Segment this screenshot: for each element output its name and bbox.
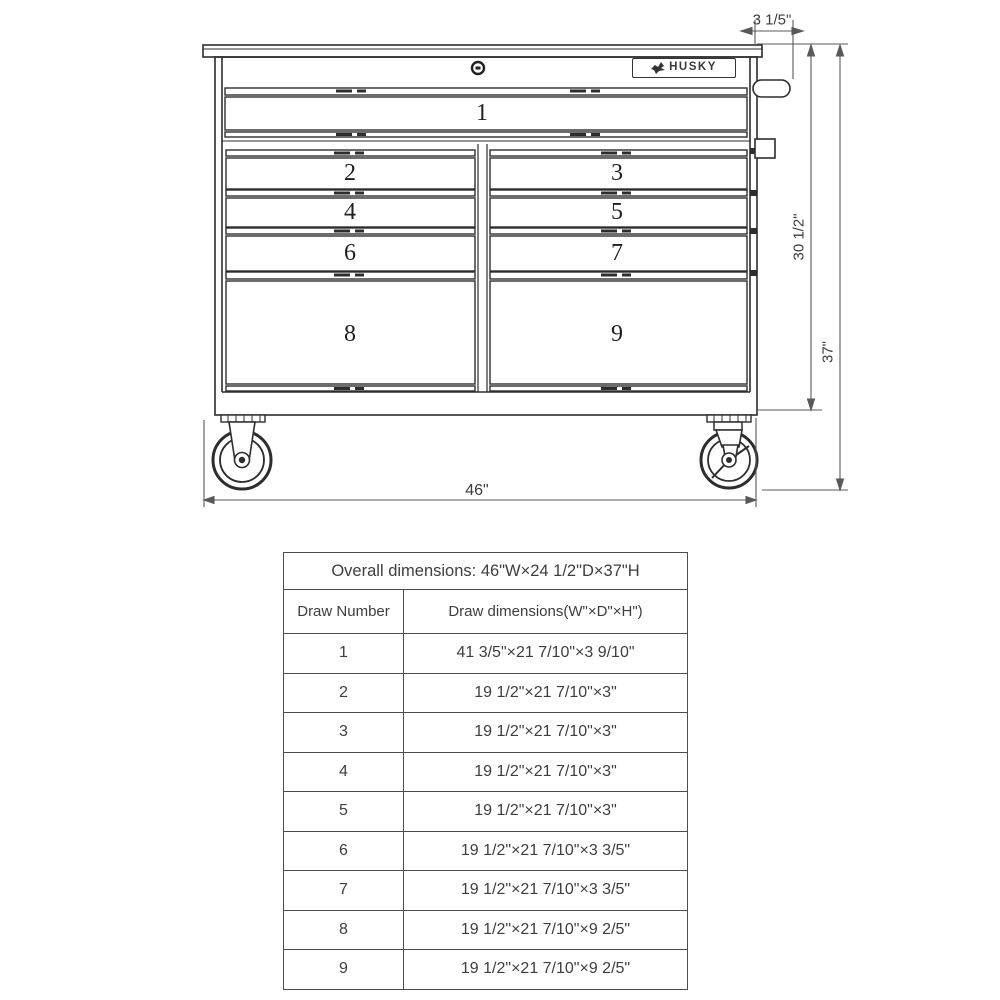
draw-number: 4 xyxy=(284,753,404,792)
draw-dimensions: 19 1/2"×21 7/10"×3" xyxy=(474,762,617,780)
dimensions-table xyxy=(283,552,688,990)
dim-cabinet-height: 30 1/2" xyxy=(790,213,808,261)
table-row xyxy=(284,713,687,753)
draw-dimensions: 19 1/2"×21 7/10"×3" xyxy=(474,683,617,701)
drawer-label-1: 1 xyxy=(476,100,488,126)
caster-right xyxy=(701,415,757,488)
side-handle xyxy=(753,80,790,97)
draw-dimensions: 19 1/2"×21 7/10"×9 2/5" xyxy=(460,960,631,978)
table-row xyxy=(284,753,687,793)
table-row xyxy=(284,674,687,714)
draw-dimensions: 19 1/2"×21 7/10"×3 3/5" xyxy=(460,881,631,899)
draw-dimensions: 19 1/2"×21 7/10"×3 3/5" xyxy=(460,841,631,859)
draw-dimensions: 19 1/2"×21 7/10"×3" xyxy=(474,723,617,741)
draw-number: 1 xyxy=(284,634,404,673)
drawer-label-9: 9 xyxy=(611,321,623,347)
table-title: Overall dimensions: 46"W×24 1/2"D×37"H xyxy=(284,553,687,590)
side-bracket xyxy=(755,139,775,158)
drawer-label-8: 8 xyxy=(344,321,356,347)
draw-number: 9 xyxy=(284,950,404,989)
table-row xyxy=(284,950,687,989)
brand-label: HUSKY xyxy=(669,61,717,74)
drawer-label-6: 6 xyxy=(344,240,356,266)
draw-number: 7 xyxy=(284,871,404,910)
table-row xyxy=(284,911,687,951)
drawer-label-4: 4 xyxy=(344,199,356,225)
lock-icon xyxy=(472,62,484,74)
dim-handle-depth: 3 1/5" xyxy=(752,11,792,29)
draw-number: 3 xyxy=(284,713,404,752)
draw-dimensions: 19 1/2"×21 7/10"×9 2/5" xyxy=(460,920,631,938)
table-row xyxy=(284,832,687,872)
table-row xyxy=(284,634,687,674)
draw-number: 2 xyxy=(284,674,404,713)
draw-dimensions: 41 3/5"×21 7/10"×3 9/10" xyxy=(456,644,635,662)
caster-left xyxy=(213,415,271,489)
draw-number: 6 xyxy=(284,832,404,871)
table-row xyxy=(284,871,687,911)
column-header-draw-dimensions: Draw dimensions(W"×D"×H") xyxy=(448,603,643,620)
drawer-fronts xyxy=(225,88,747,391)
draw-number: 8 xyxy=(284,911,404,950)
table-header-row xyxy=(284,590,687,634)
table-row xyxy=(284,792,687,832)
dim-overall-width: 46" xyxy=(465,482,489,499)
drawer-label-2: 2 xyxy=(344,160,356,186)
cabinet-top-slab xyxy=(203,45,762,57)
drawer-label-7: 7 xyxy=(611,240,623,266)
column-header-draw-number: Draw Number xyxy=(284,590,404,633)
draw-dimensions: 19 1/2"×21 7/10"×3" xyxy=(474,802,617,820)
drawer-label-5: 5 xyxy=(611,199,623,225)
drawer-label-3: 3 xyxy=(611,160,623,186)
husky-logo xyxy=(632,58,736,78)
dim-overall-height: 37" xyxy=(819,340,837,364)
draw-number: 5 xyxy=(284,792,404,831)
husky-dog-icon xyxy=(651,62,665,75)
